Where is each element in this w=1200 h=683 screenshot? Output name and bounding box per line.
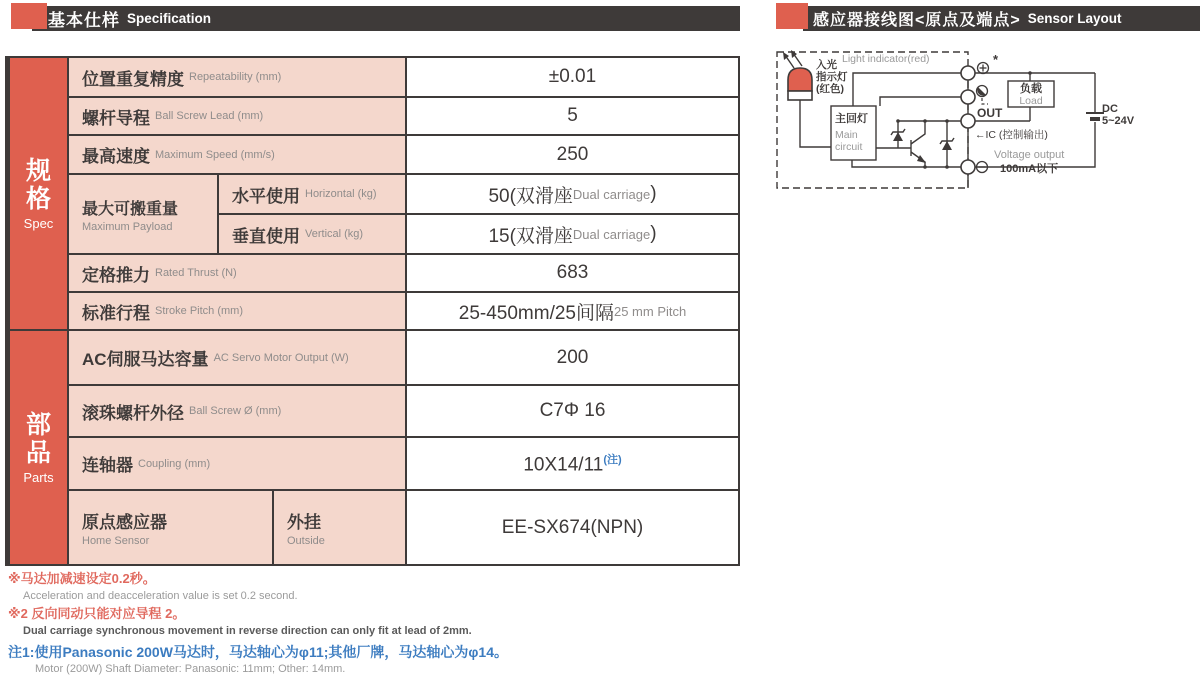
- label-en: Maximum Speed (mm/s): [155, 148, 275, 161]
- dc-voltage-label: 5~24V: [1102, 115, 1135, 127]
- light-indicator-label: Light indicator(red): [842, 53, 930, 65]
- label-cn: AC伺服马达容量: [82, 350, 209, 369]
- value-text: 15(双滑座: [488, 225, 573, 247]
- row-ball-screw-lead: [69, 96, 738, 134]
- value-end: ): [650, 223, 657, 244]
- row-payload-vertical: [217, 213, 738, 253]
- row-home-sensor: [69, 489, 738, 564]
- label-en: Home Sensor: [82, 535, 150, 547]
- value-text: C7Φ 16: [539, 400, 606, 421]
- row-coupling-label: [69, 438, 405, 489]
- spec-header-title-en: Specification: [127, 11, 212, 26]
- row-max-payload-group-label: [69, 175, 217, 253]
- specification-table: [5, 56, 740, 566]
- row-rated-thrust-label: [69, 255, 405, 291]
- sensor-wiring-diagram: [772, 42, 1200, 207]
- label-cn: 原点感应器: [82, 513, 167, 532]
- label-cn: 标准行程: [82, 303, 150, 323]
- label-cn: 位置重复精度: [82, 69, 184, 89]
- terminal-out: [961, 114, 975, 128]
- row-servo-output-value: [405, 331, 738, 384]
- value-end: ): [650, 183, 657, 204]
- value-text: 250: [556, 143, 589, 165]
- label-cn: 连轴器: [82, 456, 133, 475]
- value-subtext: Dual carriage: [572, 226, 651, 242]
- light-arrows-icon: [783, 50, 802, 68]
- row-payload-vertical-label: [217, 215, 405, 253]
- sensor-header-title-en: Sensor Layout: [1027, 11, 1122, 26]
- label-cn: 定格推力: [82, 265, 150, 285]
- coupling-value: 10X14/11: [523, 454, 604, 476]
- section-spec: [10, 58, 738, 329]
- note-2-cn: ※2 反向同动只能对应导程 2。: [8, 605, 186, 621]
- sensor-header-bar: [803, 6, 1200, 31]
- star-note: *: [993, 52, 999, 67]
- label-cn: 水平使用: [232, 186, 300, 206]
- section-spec-rows: [67, 58, 738, 329]
- spec-header-bar: [32, 6, 740, 31]
- terminal-light: [961, 90, 975, 104]
- out-label: OUT: [977, 106, 1003, 120]
- row-coupling-value: [405, 438, 738, 489]
- section-parts: [10, 329, 738, 564]
- label-en: Ball Screw Lead (mm): [155, 110, 264, 122]
- row-ball-screw-lead-label: [69, 98, 405, 134]
- row-payload-horizontal-label: [217, 175, 405, 213]
- terminal-minus: [961, 160, 975, 174]
- main-circuit-cn: 主回灯: [835, 113, 868, 125]
- row-max-speed: [69, 134, 738, 173]
- row-home-sensor-mount-label: [272, 491, 405, 564]
- label-en: Repeatability (mm): [189, 71, 282, 83]
- label-en: Horizontal (kg): [305, 188, 377, 200]
- load-label-en: Load: [1019, 95, 1043, 107]
- in-light-label-2: 指示灯: [816, 71, 848, 83]
- payload-subrows: [217, 175, 738, 253]
- row-screw-diameter-value: [405, 386, 738, 436]
- row-ball-screw-lead-value: [405, 98, 738, 134]
- row-rated-thrust-value: [405, 255, 738, 291]
- note-3-cn: 注1:使用Panasonic 200W马达时，马达轴心为φ11;其他厂牌，马达轴心为φ14。: [8, 644, 508, 661]
- row-rated-thrust: [69, 253, 738, 291]
- row-home-sensor-value: [405, 491, 738, 564]
- current-limit-label: 100mA以下: [1000, 163, 1059, 175]
- terminal-plus: [961, 66, 975, 80]
- main-circuit-en2: circuit: [835, 141, 863, 153]
- row-screw-diameter-label: [69, 386, 405, 436]
- wiring-diagram-svg: [772, 42, 1200, 207]
- footnotes: [8, 568, 508, 676]
- row-stroke-value: [405, 293, 738, 329]
- label-en: Rated Thrust (N): [155, 267, 237, 279]
- note-1-en: Acceleration and deacceleration value is set 0.2 second.: [23, 589, 298, 602]
- label-en: Coupling (mm): [138, 457, 211, 470]
- label-en: Stroke Pitch (mm): [155, 305, 244, 317]
- voltage-output-label: Voltage output: [994, 149, 1065, 161]
- label-cn: 外挂: [287, 513, 321, 532]
- label-cn: 滚珠螺杆外径: [82, 403, 184, 423]
- row-home-sensor-label: [69, 491, 272, 564]
- row-max-speed-value: [405, 136, 738, 173]
- row-screw-diameter: [69, 384, 738, 436]
- section-label-spec-cn: 规格: [25, 156, 51, 213]
- row-repeatability-label: [69, 58, 405, 96]
- row-repeatability-value: [405, 58, 738, 96]
- value-subtext: 25 mm Pitch: [613, 303, 687, 319]
- sensor-header-title-cn: 感应器接线图<原点及端点>: [813, 12, 1021, 29]
- row-payload-vertical-value: [405, 215, 738, 253]
- in-light-label-3: (红色): [816, 83, 844, 95]
- spec-header-title-cn: 基本仕样: [48, 11, 120, 30]
- row-payload-horizontal: [217, 175, 738, 213]
- section-label-parts-en: Parts: [23, 469, 54, 485]
- note-3-en: Motor (200W) Shaft Diameter: Panasonic: 11mm; Other: 14mm.: [35, 663, 346, 676]
- plus-symbol-icon: [978, 63, 989, 74]
- value-text: ±0.01: [548, 66, 597, 87]
- label-en: Maximum Payload: [82, 220, 173, 233]
- led-icon: [788, 68, 812, 100]
- row-repeatability: [69, 58, 738, 96]
- section-label-parts-cn: 部品: [25, 410, 51, 467]
- row-stroke-label: [69, 293, 405, 329]
- value-text: 683: [556, 262, 589, 283]
- value-text: 5: [567, 105, 578, 126]
- in-light-label-1: 入光: [816, 59, 837, 71]
- row-servo-output: [69, 331, 738, 384]
- value-text: EE-SX674(NPN): [501, 516, 644, 538]
- row-payload-horizontal-value: [405, 175, 738, 213]
- section-label-spec-en: Spec: [23, 215, 54, 231]
- value-subtext: Dual carriage: [572, 186, 651, 202]
- label-en: Vertical (kg): [305, 228, 364, 240]
- label-cn: 最高速度: [82, 147, 150, 166]
- section-label-parts: [10, 331, 67, 564]
- value-text: 50(双滑座: [488, 185, 573, 207]
- note-1-cn: ※马达加减速设定0.2秒。: [8, 571, 156, 586]
- spec-header-accent-square: [11, 3, 47, 29]
- section-parts-rows: [67, 331, 738, 564]
- label-en: Ball Screw Ø (mm): [189, 405, 282, 417]
- label-cn: 螺杆导程: [82, 108, 150, 128]
- coupling-note-superscript: (注): [603, 453, 622, 466]
- row-stroke: [69, 291, 738, 329]
- section-label-spec: [10, 58, 67, 329]
- light-symbol-icon: [977, 86, 989, 105]
- label-cn: 最大可搬重量: [82, 200, 179, 218]
- value-text: [523, 451, 621, 476]
- label-cn: 垂直使用: [232, 226, 300, 246]
- row-servo-output-label: [69, 331, 405, 384]
- note-2-en: Dual carriage synchronous movement in reverse direction can only fit at lead of 2mm.: [23, 624, 472, 637]
- ic-label: ←IC (控制输出): [975, 129, 1048, 141]
- value-text: 25-450mm/25间隔: [458, 302, 614, 324]
- row-max-speed-label: [69, 136, 405, 173]
- transistor-icon: [917, 155, 926, 163]
- sensor-header-accent-square: [776, 3, 808, 29]
- dc-label: DC: [1102, 103, 1118, 115]
- main-circuit-en1: Main: [835, 129, 858, 141]
- row-coupling: [69, 436, 738, 489]
- row-max-payload: [69, 173, 738, 253]
- value-text: 200: [556, 346, 589, 368]
- load-label-cn: 负载: [1020, 83, 1042, 95]
- label-en: AC Servo Motor Output (W): [213, 351, 349, 364]
- label-en: Outside: [287, 535, 325, 547]
